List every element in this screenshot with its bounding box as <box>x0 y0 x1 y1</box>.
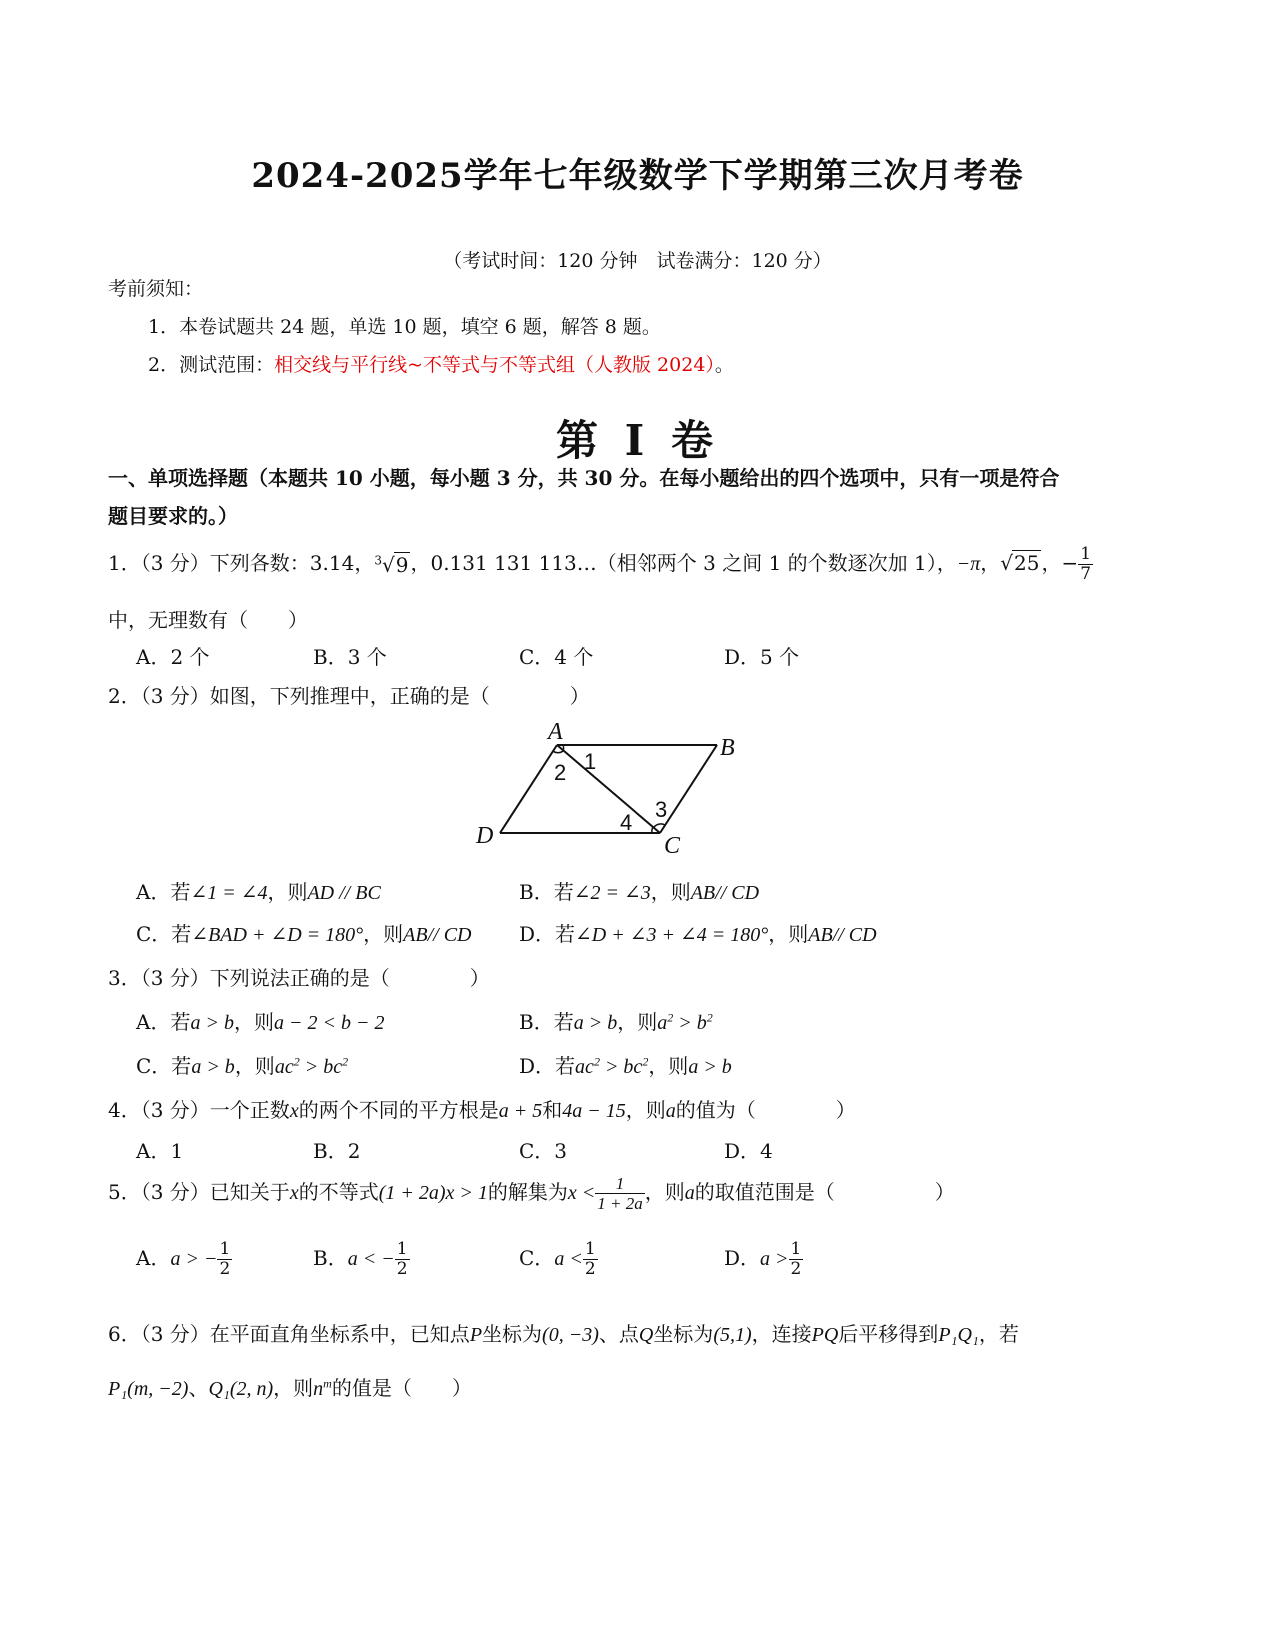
q2-c-mid: ，则 <box>363 922 404 946</box>
q2-a-result: AD // BC <box>307 882 381 904</box>
q4-x: x <box>289 1100 299 1122</box>
q6-text-e: ，连接 <box>751 1322 812 1346</box>
q6-text-a: 6．（3 分）在平面直角坐标系中，已知点 <box>108 1322 470 1346</box>
q5-d-num: 1 <box>790 1239 802 1259</box>
q6-n-power-m <box>313 1378 332 1400</box>
q2-a-pre: A．若 <box>136 880 191 904</box>
q4-option-c: C．3 <box>519 1139 568 1163</box>
q4-text-b: 的两个不同的平方根是 <box>298 1098 499 1122</box>
question-3-stem: 3．（3 分）下列说法正确的是（ ） <box>108 966 490 990</box>
q2-b-result: AB// CD <box>690 882 760 904</box>
q6-text-d: 坐标为 <box>653 1322 714 1346</box>
segment-ad <box>500 745 557 833</box>
q5-b-pre: B． <box>313 1246 348 1270</box>
q5-option-c <box>519 1240 598 1279</box>
q3-b-cond: a > b <box>573 1012 618 1034</box>
q5-b-math: a < − <box>347 1248 395 1270</box>
angle-2-arc <box>553 751 563 753</box>
label-a: A <box>548 719 563 745</box>
section-heading: 一、单项选择题（本题共 10 小题，每小题 3 分，共 30 分。在每小题给出的四个选项中，只有一项是符合 <box>108 466 1060 490</box>
q6-q1: Q₁(2, n) <box>208 1378 274 1400</box>
label-angle-2: 2 <box>554 760 567 785</box>
q3-b-mid: ，则 <box>617 1010 658 1034</box>
label-d: D <box>476 823 494 849</box>
q3-a-pre: A．若 <box>136 1010 191 1034</box>
q6-n: n <box>313 1378 324 1400</box>
q1-frac-num: 1 <box>1080 544 1092 564</box>
q6-text-c: 、点 <box>598 1322 639 1346</box>
exam-info: （考试时间：120 分钟 试卷满分：120 分） <box>443 250 832 272</box>
q6-p: P <box>469 1324 483 1346</box>
q1-frac-den: 7 <box>1080 564 1092 584</box>
question-2-stem: 2．（3 分）如图，下列推理中，正确的是（ ） <box>108 684 590 708</box>
parallelogram-figure <box>470 715 750 860</box>
q6-m-exp: m <box>323 1376 332 1391</box>
q3-c-pre: C．若 <box>136 1054 192 1078</box>
q1-sqrt-value: 25 <box>1014 551 1040 575</box>
q2-d-cond: ∠D + ∠3 + ∠4 = 180° <box>575 924 769 946</box>
q1-fraction <box>1078 545 1093 584</box>
q5-a: a <box>684 1182 695 1204</box>
q5-c-den: 2 <box>584 1259 596 1279</box>
q6-text-f: 后平移得到 <box>838 1322 939 1346</box>
label-c: C <box>664 833 681 859</box>
q2-d-result: AB// CD <box>808 924 877 946</box>
q3-d-pre: D．若 <box>519 1054 576 1078</box>
q5-solution-fraction <box>595 1174 644 1213</box>
q2-d-pre: D．若 <box>519 922 576 946</box>
question-4-stem <box>108 1094 856 1123</box>
q3-b-pre: B．若 <box>519 1010 574 1034</box>
q5-c-frac <box>583 1240 598 1279</box>
q6-text-i: ，则 <box>273 1376 314 1400</box>
q5-d-frac <box>789 1240 804 1279</box>
q1-option-b: B．3 个 <box>313 645 387 669</box>
test-range: 相交线与平行线~不等式与不等式组（人教版 2024） <box>274 354 715 376</box>
notice-item-2-suffix: 。 <box>714 354 734 376</box>
q1-option-a: A．2 个 <box>136 645 210 669</box>
figure-lines <box>500 745 717 833</box>
question-6-stem-cont <box>108 1372 472 1401</box>
q5-a-num: 1 <box>219 1239 231 1259</box>
q3-d-mid: ，则 <box>648 1054 689 1078</box>
q5-b-num: 1 <box>396 1239 408 1259</box>
q6-pq: PQ <box>811 1324 839 1346</box>
q5-sol-den: 1 + 2a <box>597 1194 643 1213</box>
q3-option-b <box>519 1006 713 1035</box>
q1-cbrt-index: 3 <box>374 553 382 568</box>
notice-item-1: 1．本卷试题共 24 题，单选 10 题，填空 6 题，解答 8 题。 <box>148 316 661 338</box>
q5-d-pre: D． <box>724 1246 761 1270</box>
q5-option-b <box>313 1240 410 1279</box>
q3-option-a <box>136 1006 384 1035</box>
q2-b-mid: ，则 <box>650 880 691 904</box>
q6-text-h: 、 <box>188 1376 209 1400</box>
q2-a-mid: ，则 <box>267 880 308 904</box>
exam-title: 2024-2025学年七年级数学下学期第三次月考卷 <box>251 156 1024 196</box>
notice-item-2-prefix: 2．测试范围： <box>148 354 275 376</box>
q6-text-j: 的值是（ ） <box>331 1376 472 1400</box>
q2-c-cond: ∠BAD + ∠D = 180° <box>191 924 364 946</box>
q5-option-a <box>136 1240 232 1279</box>
q2-option-a <box>136 876 381 905</box>
question-1-stem <box>108 545 1093 584</box>
q5-a-pre: A． <box>136 1246 171 1270</box>
q4-text-a: 4．（3 分）一个正数 <box>108 1098 290 1122</box>
q6-p-coord: (0, −3) <box>542 1324 599 1346</box>
q6-p1: P₁(m, −2) <box>108 1378 189 1400</box>
q1-sep-1: ， <box>980 551 1001 575</box>
q5-text-b: 的不等式 <box>298 1180 379 1204</box>
q1-cube-root: $^3$√9 <box>374 553 409 577</box>
q1-text-a: 1．（3 分）下列各数：3.14， <box>108 551 375 575</box>
label-angle-1: 1 <box>584 749 597 774</box>
q4-a: a <box>665 1100 676 1122</box>
q5-sol-num: 1 <box>595 1174 644 1194</box>
question-1-stem-cont: 中，无理数有（ ） <box>108 608 308 632</box>
section-heading-cont: 题目要求的。） <box>108 504 238 528</box>
q4-root-1: a + 5 <box>498 1100 543 1122</box>
q1-option-c: C．4 个 <box>519 645 594 669</box>
q5-c-math: a < <box>554 1248 583 1270</box>
q3-option-c <box>136 1050 348 1079</box>
q3-a-result: a − 2 < b − 2 <box>273 1012 385 1034</box>
label-angle-4: 4 <box>620 810 633 835</box>
q3-b-result: $a^2 > b^2$ <box>657 1010 713 1034</box>
q2-c-pre: C．若 <box>136 922 192 946</box>
q5-b-frac <box>395 1240 410 1279</box>
q1-neg: − <box>1061 551 1079 575</box>
q5-inequality: (1 + 2a)x > 1 <box>378 1182 488 1204</box>
q5-text-d: ，则 <box>644 1180 685 1204</box>
label-angle-3: 3 <box>655 797 668 822</box>
segment-bc <box>660 745 717 833</box>
q3-c-mid: ，则 <box>234 1054 275 1078</box>
q5-option-d <box>724 1240 803 1279</box>
notice-heading: 考前须知： <box>108 278 204 300</box>
q4-text-c: 和 <box>542 1098 563 1122</box>
notice-item-2 <box>148 350 734 377</box>
q2-b-cond: ∠2 = ∠3 <box>573 882 651 904</box>
q3-option-d <box>519 1050 732 1079</box>
q3-a-mid: ，则 <box>233 1010 274 1034</box>
q4-option-b: B．2 <box>313 1139 361 1163</box>
q1-sqrt: √25 <box>1000 551 1040 575</box>
q4-option-d: D．4 <box>724 1139 773 1163</box>
q6-q-coord: (5,1) <box>713 1324 752 1346</box>
q3-a-cond: a > b <box>190 1012 234 1034</box>
q5-a-den: 2 <box>219 1259 231 1279</box>
segment-ac <box>557 745 660 833</box>
q4-text-e: 的值为（ ） <box>675 1098 856 1122</box>
q6-text-b: 坐标为 <box>482 1322 543 1346</box>
q5-x: x <box>289 1182 299 1204</box>
question-5-stem <box>108 1174 955 1213</box>
label-b: B <box>720 735 735 761</box>
q5-a-math: a > − <box>170 1248 218 1270</box>
q2-c-result: AB// CD <box>403 924 472 946</box>
q5-d-den: 2 <box>790 1259 802 1279</box>
q5-text-c: 的解集为 <box>487 1180 568 1204</box>
q1-option-d: D．5 个 <box>724 645 800 669</box>
q2-option-c <box>136 918 471 947</box>
q3-d-result: a > b <box>688 1056 732 1078</box>
q3-c-cond: a > b <box>191 1056 235 1078</box>
q1-cbrt-value: 9 <box>395 553 409 577</box>
q6-text-g: ，若 <box>978 1322 1019 1346</box>
q2-option-b <box>519 876 759 905</box>
q5-c-pre: C． <box>519 1246 555 1270</box>
q3-c-result: $ac^2 > bc^2$ <box>274 1054 349 1078</box>
q1-neg-pi: −π <box>956 553 981 575</box>
q4-root-2: 4a − 15 <box>562 1100 626 1122</box>
q6-q: Q <box>638 1324 654 1346</box>
q1-sep-2: ， <box>1041 551 1062 575</box>
q2-d-mid: ，则 <box>768 922 809 946</box>
q5-text-a: 5．（3 分）已知关于 <box>108 1180 290 1204</box>
q1-text-b: ，0.131 131 113…（相邻两个 3 之间 1 的个数逐次加 1）， <box>410 551 957 575</box>
q5-a-frac <box>217 1240 232 1279</box>
angle-1-arc <box>563 745 564 751</box>
q5-d-math: a > <box>760 1248 789 1270</box>
q5-text-e: 的取值范围是（ ） <box>694 1180 955 1204</box>
q5-c-num: 1 <box>584 1239 596 1259</box>
q3-d-cond: $ac^2 > bc^2$ <box>575 1054 649 1078</box>
q4-text-d: ，则 <box>625 1098 666 1122</box>
volume-title: 第 I 卷 <box>556 416 719 465</box>
q5-solution-pre: x < <box>567 1182 596 1204</box>
question-6-stem <box>108 1318 1019 1347</box>
q6-p1q1: P₁Q₁ <box>938 1324 979 1346</box>
q2-b-pre: B．若 <box>519 880 574 904</box>
q2-option-d <box>519 918 877 947</box>
q4-option-a: A．1 <box>136 1139 184 1163</box>
q5-b-den: 2 <box>396 1259 408 1279</box>
q2-a-cond: ∠1 = ∠4 <box>190 882 268 904</box>
